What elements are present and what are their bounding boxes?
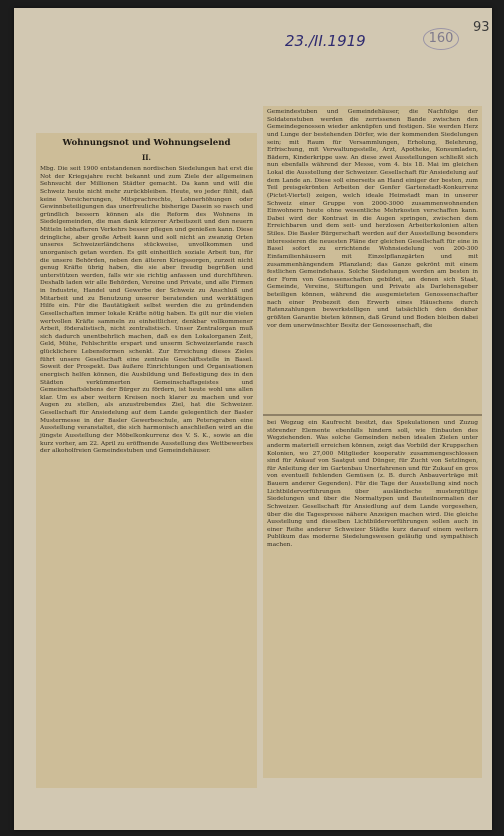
article-title: Wohnungsnot und Wohnungselend <box>62 138 231 148</box>
archive-number-stamp: 160 <box>423 28 459 50</box>
article-part-number: II. <box>142 153 151 162</box>
page-number: 93 <box>473 20 490 35</box>
article-column-right-top: Gemeindestuben und Gemeindehäuser, die Nachfolge der Soldatenstuben werden die zerrissenen Bande zwischen den Gemeindegenossen wieder anknüpfen und festigen. Sie werden Herz und Lunge der bestehenden Dörfer, wie der kommenden Siedelungen sein; mit Raum für Versammlungen, Erholung, Belehrung, Erfrischung, mit Verwaltungsstelle, Arzt, Apotheke, Konsumladen, Bädern, Kinderkrippe usw. An diese zwei Ausstellungen schließt sich nun ebenfalls während der Messe, vom 4. bis 18. Mai im gleichen Lokal die Ausstellung der Schweizer. Gesellschaft für Ansiedelung auf dem Lande an. Diese soll einerseits an Hand einiger der besten, zum Teil preisgekrönten Arbeiten der Genfer Gartenstadt-Konkurrenz (Pictet-Viertel) zeigen, welch ideale Heimstadt man in unserer Schweiz einer Gruppe von 2000-3000 zusammenwohnenden Einwohnern heute ohne wesentliche Mehrkosten verschaffen kann. Dabei wird der Kontrast in die Augen springen, zwischen dem Erreichbaren und dem seit- und herzlosen Arbeiterkolonien alten Stiles. Die Basler Bürgerschaft werden auf der Ausstellung besonders interessieren die neuesten Pläne der gleichen Gesellschaft für eine in Basel sofort zu errichtende Wohnsiedelung von 200-300 Einfamilienhäusern mit Einzelpflanzgärten und mit zusammenhängendem Pflanzland; das Ganze gekrönt mit einem festlichen Gemeindehaus. Solche Siedelungen werden am besten in der Form von Genossenschaften gebildet, an denen sich Staat, Gemeinde, Vereine, Stiftungen und Private als Darlehensgeber beteiligen können, während die ausgemieteten Genossenschafter nach einer Probezeit den Erwerb eines Häuschens durch Ratenzahlungen bewerkstelligen und tatsächlich den denkbar größten Garantie bieten können, daß Grund und Boden bleiben dabei vor dem unerwünschter Besitz der Genossenschaft, die <box>267 109 478 329</box>
column-divider <box>263 414 482 416</box>
handwritten-date: 23./II.1919 <box>285 32 366 50</box>
article-column-left: Mbg. Die seit 1900 entstandenen nordischen Siedelungen hat erst die Not der Kriegsjahre recht bekannt und zum Ziele der allgemeinen Sehnsucht der Millionen Städter gemacht. Da kann und will die Schweiz heute nicht mehr zurückbleiben. Heute, wo jeder fühlt, daß keine Versicherungen, Mitsprachrechte, Lohnerhöhungen oder Gewinnbeteiligungen das unerfreuliche bisherige Dasein so rasch und gründlich bessern können als die Reform des Wohnens in Siedelgemeinden, die man dank kürzerer Arbeitszeit und den neuern Mitteln lebhafteren Verkehrs besser pflegen und genießen kann. Diese dringliche, aber große Arbeit kann und soll nicht an zwanzig Orten unseres Schweizerländchens stückweise, unvollkommen und unorganisch getan werden. Es gilt einheitlich soziale Arbeit tun, für die unsere Behörden, neben den älteren Kriegssorgen, zurzeit nicht genug Kräfte übrig haben, die sie aber freudig begrüßen und unterstützen werden, falls wir sie richtig anfassen und durchführen. Deshalb laden wir alle Behörden, Vereine und Private, und alle Firmen in Industrie, Handel und Gewerbe der Schweiz zu Anschluß und Mitarbeit und zu Benutzung unserer beratenden und werktätigen Hilfe ein. Für die Bautätigkeit selbst werden die zu gründenden Gesellschaften immer lokale Kräfte nötig haben. Es gilt nur die vielen wertvollen Kräfte sammeln zu einheitlicher, denkbar vollkommener Arbeit, föderalistisch, nicht zentralistisch. Unser Zentralorgan muß sich dadurch unentbehrlich machen, daß es den Lokalorganen Zeit, Geld, Mühe, Fehlschritte erspart und unserm Schweizerlande rasch glücklichere Lebensformen schenkt. Zur Erreichung dieses Zieles führt unsere Gesellschaft eine zentrale Geschäftsstelle in Basel. Soweit der Prospekt. Das äußere Einrichtungen und Organisationen energisch helfen können, die Ausbildung und Befestigung des in den Städten verkümmerten Gemeinschaftsgeistes und Gemeinschaftslebens der Bürger zu fördern, ist heute wohl uns allen klar. Um es aber weitern Kreisen noch klarer zu machen und vor Augen zu stellen, als anzustrebendes Ziel, hat die Schweizer. Gesellschaft für Ansiedelung auf dem Lande gelegentlich der Basler Mustermesse in der Basler Gewerbeschule, am Petersgraben eine Ausstellung veranstaltet, die sich harmonisch anschließen wird an die jüngste Ausstellung der Möbelkonkurrenz des V. S. K., sowie an die kurz vorher, am 22. April zu eröffnende Ausstellung des Wettbewerbes der alkoholfreien Gemeindestuben und Gemeindehäuser. <box>40 166 253 455</box>
article-column-right-bottom: bei Wegzug ein Kaufrecht besitzt, das Spekulationen und Zuzug störender Elemente ebenfalls hindern soll, wie Einbauten des Wegziehenden. Was solche Gemeinden neben idealen Zielen unter anderm materiell erreichen können, zeigt das Vorbild der Kruppschen Kolonien, wo 27,000 Mitglieder kooperativ zusammengeschlossen sind für Ankauf von Saatgut und Dünger, für Zucht von Setzlingen, für Anleitung der im Gartenbau Unerfahrenen und für Zukauf en gros von eventuell fehlenden Gemüsen (z. B. durch Anbauverträge mit Bauern anderer Gegenden). Für die Tage der Ausstellung sind noch Lichtbildervorführungen über ausländische mustergültige Siedelungen und über die Normaltypen und Bauteilnormalien der Schweizer. Gesellschaft für Ansiedlung auf dem Lande vorgesehen, über die die Tagespresse nähere Anzeigen machen wird. Die gleiche Ausstellung und dieselben Lichtbildervorführungen sollen auch in einer Reihe anderer Schweizer Städte kurz darauf einem weitern Publikum das moderne Siedelungswesen geläufig und sympathisch machen. <box>267 420 478 548</box>
archive-sheet <box>14 8 492 830</box>
